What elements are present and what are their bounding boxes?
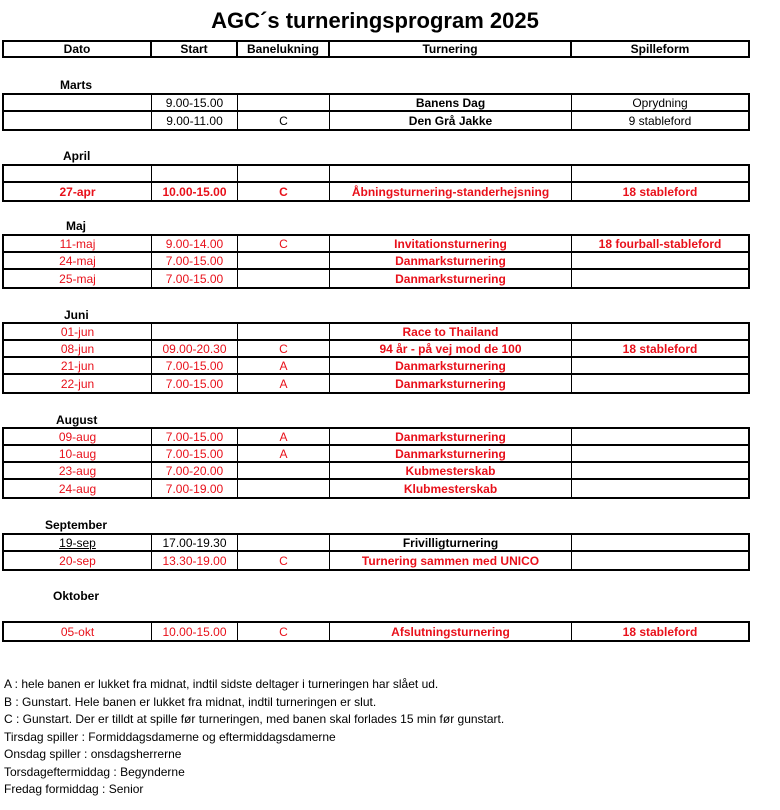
month-table bbox=[2, 621, 750, 642]
month-label: Marts bbox=[60, 78, 93, 92]
date-cell: 24-aug bbox=[4, 480, 152, 497]
start-cell: 7.00-15.00 bbox=[152, 375, 238, 392]
start-cell: 9.00-11.00 bbox=[152, 112, 238, 129]
closure-cell: A bbox=[238, 375, 330, 392]
date-cell: 22-jun bbox=[4, 375, 152, 392]
note-line: Fredag formiddag : Senior bbox=[4, 782, 144, 796]
date-cell: 08-jun bbox=[4, 341, 152, 356]
page-title: AGC´s turneringsprogram 2025 bbox=[211, 8, 539, 33]
event-cell: Danmarksturnering bbox=[330, 429, 572, 444]
table-row bbox=[4, 463, 748, 480]
format-cell: 18 fourball-stableford bbox=[598, 236, 722, 251]
month-label: Maj bbox=[66, 219, 87, 233]
event-cell: Frivilligturnering bbox=[330, 535, 572, 550]
event-cell: Banens Dag bbox=[330, 95, 572, 110]
table-row bbox=[4, 270, 748, 287]
month-table bbox=[2, 427, 750, 499]
start-cell: 09.00-20.30 bbox=[152, 341, 238, 356]
closure-cell bbox=[238, 166, 330, 181]
format-cell bbox=[572, 535, 748, 550]
column-header-closure: Banelukning bbox=[238, 42, 330, 56]
table-row bbox=[4, 552, 748, 569]
table-row bbox=[4, 253, 748, 270]
format-cell: 18 stableford bbox=[622, 624, 698, 639]
closure-cell: C bbox=[238, 112, 330, 129]
date-cell: 24-maj bbox=[4, 253, 152, 268]
event-cell: Den Grå Jakke bbox=[330, 112, 572, 129]
start-cell: 9.00-14.00 bbox=[152, 236, 238, 251]
closure-cell bbox=[238, 480, 330, 497]
closure-cell bbox=[238, 535, 330, 550]
month-label: Oktober bbox=[53, 589, 100, 603]
date-cell: 05-okt bbox=[4, 623, 152, 640]
closure-cell: C bbox=[238, 236, 330, 251]
column-header-event: Turnering bbox=[330, 42, 572, 56]
closure-cell: C bbox=[238, 341, 330, 356]
event-cell: Danmarksturnering bbox=[330, 358, 572, 373]
closure-cell: C bbox=[238, 183, 330, 200]
column-header-start: Start bbox=[152, 42, 238, 56]
legend-notes bbox=[4, 676, 504, 799]
table-row bbox=[4, 324, 748, 341]
month-table bbox=[2, 322, 750, 394]
event-cell: Danmarksturnering bbox=[330, 446, 572, 461]
format-cell bbox=[572, 446, 748, 461]
start-cell: 7.00-15.00 bbox=[152, 253, 238, 268]
format-cell bbox=[572, 324, 748, 339]
start-cell bbox=[152, 166, 238, 181]
event-cell: Danmarksturnering bbox=[330, 253, 572, 268]
closure-cell: A bbox=[238, 429, 330, 444]
month-table bbox=[2, 164, 750, 202]
closure-cell bbox=[238, 95, 330, 110]
table-row bbox=[4, 375, 748, 392]
closure-cell bbox=[238, 463, 330, 478]
start-cell: 7.00-20.00 bbox=[152, 463, 238, 478]
date-cell: 27-apr bbox=[4, 183, 152, 200]
table-header bbox=[2, 40, 750, 58]
table-row bbox=[4, 112, 748, 129]
event-cell: Åbningsturnering-standerhejsning bbox=[330, 183, 572, 200]
format-cell bbox=[572, 270, 748, 287]
closure-cell: C bbox=[238, 623, 330, 640]
date-cell: 01-jun bbox=[4, 324, 152, 339]
date-cell: 20-sep bbox=[4, 552, 152, 569]
event-cell: Kubmesterskab bbox=[330, 463, 572, 478]
month-label: September bbox=[45, 518, 108, 532]
event-cell: Afslutningsturnering bbox=[330, 623, 572, 640]
start-cell: 10.00-15.00 bbox=[152, 623, 238, 640]
event-cell: Danmarksturnering bbox=[330, 375, 572, 392]
closure-cell: A bbox=[238, 446, 330, 461]
date-cell bbox=[4, 95, 152, 110]
event-cell: Turnering sammen med UNICO bbox=[330, 552, 572, 569]
month-table bbox=[2, 234, 750, 289]
event-cell: Danmarksturnering bbox=[330, 270, 572, 287]
format-cell bbox=[572, 253, 748, 268]
start-cell: 10.00-15.00 bbox=[152, 183, 238, 200]
date-cell: 10-aug bbox=[4, 446, 152, 461]
month-table bbox=[2, 93, 750, 131]
start-cell: 7.00-15.00 bbox=[152, 446, 238, 461]
month-label: August bbox=[56, 413, 98, 427]
date-cell: 09-aug bbox=[4, 429, 152, 444]
table-row bbox=[4, 95, 748, 112]
event-cell: 94 år - på vej mod de 100 bbox=[330, 341, 572, 356]
start-cell: 9.00-15.00 bbox=[152, 95, 238, 110]
table-row bbox=[4, 183, 748, 200]
table-row bbox=[4, 480, 748, 497]
start-cell: 7.00-15.00 bbox=[152, 429, 238, 444]
closure-cell: C bbox=[238, 552, 330, 569]
table-row bbox=[4, 358, 748, 375]
note-line: Torsdageftermiddag : Begynderne bbox=[4, 764, 185, 779]
month-label: April bbox=[63, 149, 91, 163]
note-line: Onsdag spiller : onsdagsherrerne bbox=[4, 747, 182, 761]
note-line: B : Gunstart. Hele banen er lukket fra midnat, indtil turneringen er slut. bbox=[4, 694, 377, 709]
date-cell: 25-maj bbox=[4, 270, 152, 287]
format-cell bbox=[572, 375, 748, 392]
month-label: Juni bbox=[64, 308, 89, 322]
table-row bbox=[4, 623, 748, 640]
start-cell: 13.30-19.00 bbox=[152, 552, 238, 569]
format-cell bbox=[572, 358, 748, 373]
closure-cell: A bbox=[238, 358, 330, 373]
format-cell bbox=[572, 552, 748, 569]
format-cell bbox=[572, 480, 748, 497]
column-header-format: Spilleform bbox=[630, 42, 690, 56]
format-cell: 18 stableford bbox=[622, 184, 698, 199]
note-line: A : hele banen er lukket fra midnat, indtil sidste deltager i turneringen har slået ud. bbox=[4, 677, 439, 691]
table-row bbox=[4, 535, 748, 552]
closure-cell bbox=[238, 253, 330, 268]
start-cell bbox=[152, 324, 238, 339]
format-cell bbox=[572, 429, 748, 444]
format-cell bbox=[572, 166, 748, 181]
event-cell: Invitationsturnering bbox=[330, 236, 572, 251]
format-cell: 9 stableford bbox=[628, 113, 692, 128]
table-row bbox=[4, 236, 748, 253]
start-cell: 17.00-19.30 bbox=[152, 535, 238, 550]
month-table bbox=[2, 533, 750, 571]
table-row bbox=[4, 341, 748, 358]
format-cell: 18 stableford bbox=[622, 341, 698, 356]
date-cell: 19-sep bbox=[4, 535, 152, 550]
date-cell: 23-aug bbox=[4, 463, 152, 478]
date-cell bbox=[4, 166, 152, 181]
event-cell bbox=[330, 166, 572, 181]
date-cell bbox=[4, 112, 152, 129]
note-line: Tirsdag spiller : Formiddagsdamerne og eftermiddagsdamerne bbox=[4, 729, 336, 744]
column-header-date: Dato bbox=[4, 42, 152, 56]
date-cell: 21-jun bbox=[4, 358, 152, 373]
start-cell: 7.00-19.00 bbox=[152, 480, 238, 497]
start-cell: 7.00-15.00 bbox=[152, 358, 238, 373]
event-cell: Klubmesterskab bbox=[330, 480, 572, 497]
start-cell: 7.00-15.00 bbox=[152, 270, 238, 287]
note-line: C : Gunstart. Der er tilldt at spille før turneringen, med banen skal forlades 15 min før gunstart. bbox=[4, 712, 505, 726]
format-cell: Oprydning bbox=[632, 95, 688, 110]
closure-cell bbox=[238, 270, 330, 287]
date-cell: 11-maj bbox=[4, 236, 152, 251]
table-row bbox=[4, 429, 748, 446]
event-cell: Race to Thailand bbox=[330, 324, 572, 339]
table-row bbox=[4, 166, 748, 183]
table-row bbox=[4, 446, 748, 463]
format-cell bbox=[572, 463, 748, 478]
closure-cell bbox=[238, 324, 330, 339]
